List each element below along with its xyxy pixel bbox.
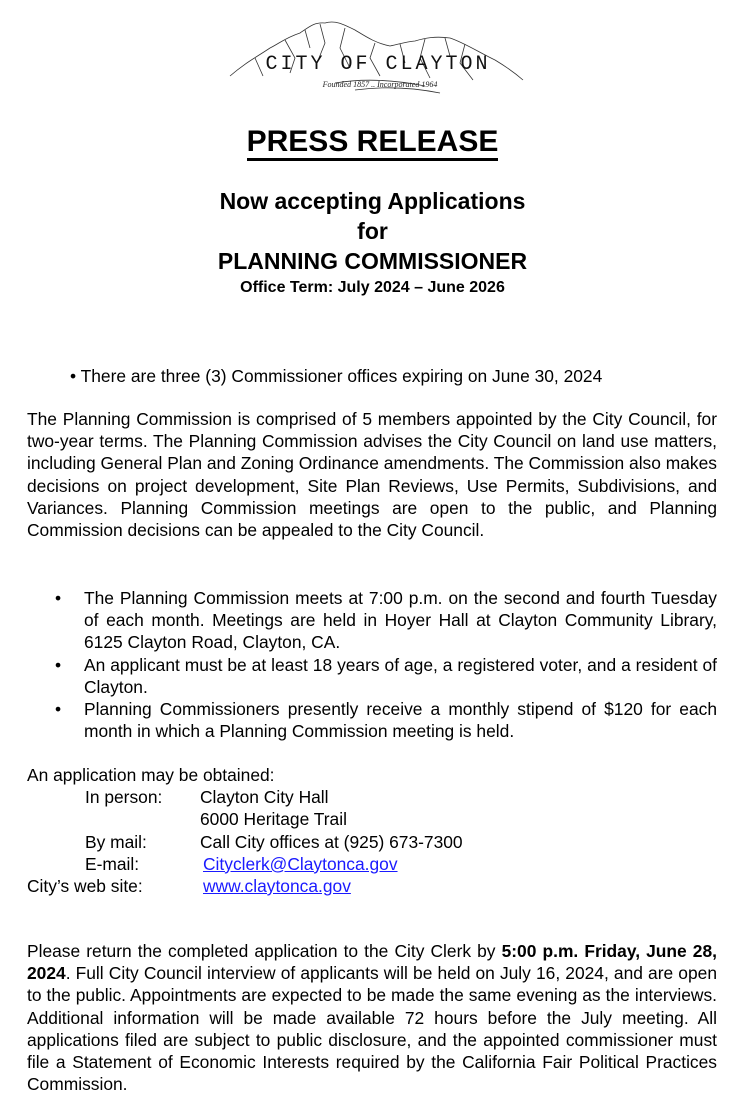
headline-line-1: Now accepting Applications xyxy=(219,188,526,214)
city-logo xyxy=(225,8,525,98)
website-label: City’s web site: xyxy=(27,875,143,896)
contact-heading: An application may be obtained: xyxy=(27,765,275,785)
list-item: • An applicant must be at least 18 years of age, a registered voter, and a resident of Clayton. xyxy=(55,654,717,697)
requirements-list xyxy=(55,587,717,742)
in-person-label: In person: xyxy=(85,787,163,808)
bullet-icon: • xyxy=(55,588,62,608)
mail-value: Call City offices at (925) 673-7300 xyxy=(200,831,463,852)
email-link[interactable]: Cityclerk@Claytonca.gov xyxy=(203,853,398,874)
logo-subtitle: Founded 1857 .. Incorporated 1964 xyxy=(322,80,438,89)
headline-line-2: for xyxy=(357,218,388,244)
list-item: • The Planning Commission meets at 7:00 p.m. on the second and fourth Tuesday of each month. Meetings are held in Hoyer Hall at Clayton Community Library, 6125 Clayton Road, Clayton, CA. xyxy=(55,588,717,653)
website-link[interactable]: www.claytonca.gov xyxy=(203,875,351,896)
position-title: PLANNING COMMISSIONER xyxy=(217,248,528,274)
commission-description: The Planning Commission is comprised of 5 members appointed by the City Council, for two-year terms. The Planning Commission advises the City Council on land use matters, including General Plan and Zoning Ordinance amendments. The Commission also makes decisions on project development, Site Plan Reviews, Use Permits, Subdivisions, and Variances. Planning Commission meetings are open to the public, and Planning Commission decisions can be appealed to the City Council. xyxy=(27,409,717,541)
list-item: • Planning Commissioners presently receive a monthly stipend of $120 for each month in which a Planning Commission meeting is held. xyxy=(55,699,717,742)
in-person-value: Clayton City Hall xyxy=(200,787,329,808)
logo-title: CITY OF CLAYTON xyxy=(265,53,491,76)
bullet-icon: • xyxy=(55,699,62,720)
email-label: E-mail: xyxy=(85,853,140,874)
in-person-address: 6000 Heritage Trail xyxy=(200,809,347,830)
offices-expiring-bullet: • There are three (3) Commissioner offices expiring on June 30, 2024 xyxy=(70,366,603,386)
bullet-icon: • xyxy=(55,654,62,675)
office-term: Office Term: July 2024 – June 2026 xyxy=(240,279,505,296)
mail-label: By mail: xyxy=(85,831,147,852)
deadline: 5:00 p.m. Friday, June 28, 2024 xyxy=(27,941,717,984)
press-release-heading: PRESS RELEASE xyxy=(0,125,745,159)
submission-instructions: Please return the completed application to the City Clerk by 5:00 p.m. Friday, June 28, 2024. Full City Council interview of applicants will be held on July 16, 2024, and are open to the public. Appointments are expected to be made the same evening as the interviews. Additional information will be made available 72 hours before the July meeting. All applications filed are subject to public disclosure, and the appointed commissioner must file a Statement of Economic Interests required by the California Fair Political Practices Commission. xyxy=(27,941,717,1095)
